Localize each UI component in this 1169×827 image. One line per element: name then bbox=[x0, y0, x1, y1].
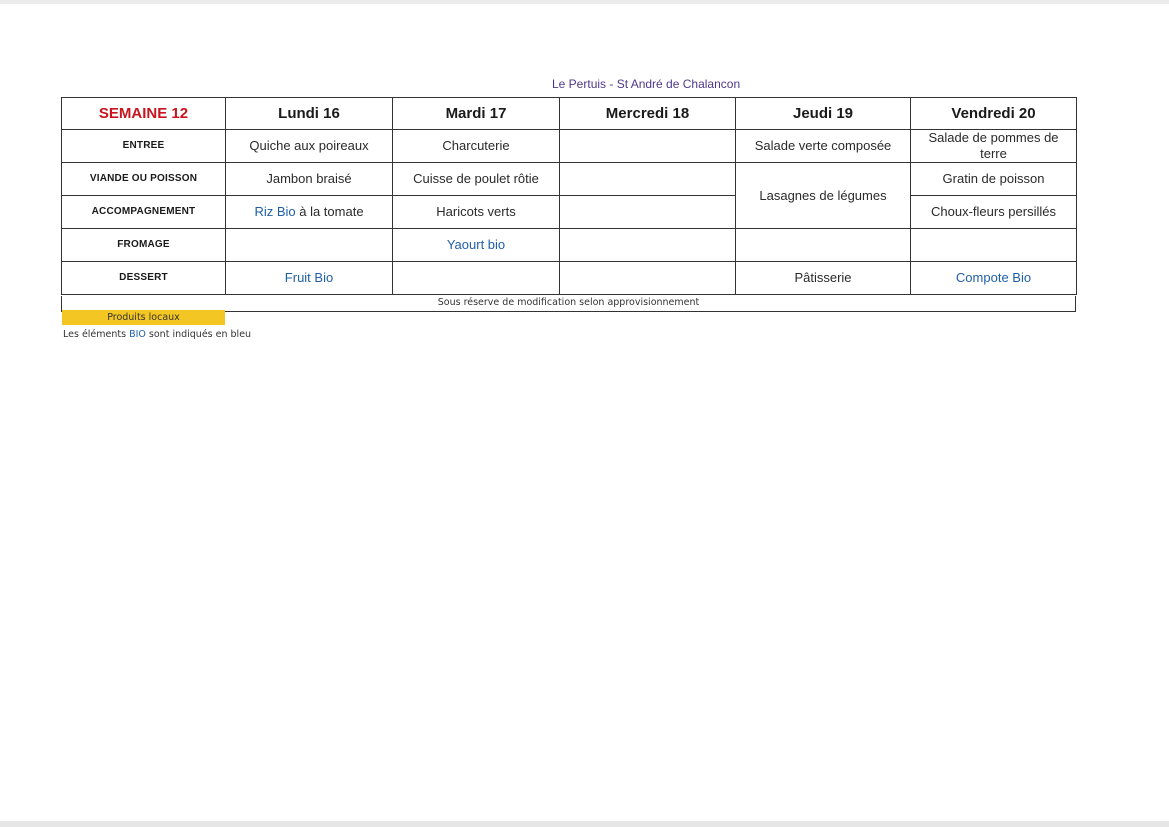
cell-viande-wednesday bbox=[560, 163, 736, 196]
cell-fromage-monday bbox=[226, 229, 393, 262]
week-label: SEMAINE 12 bbox=[62, 98, 226, 130]
cell-entree-monday: Quiche aux poireaux bbox=[226, 130, 393, 163]
day-header-tuesday: Mardi 17 bbox=[393, 98, 560, 130]
cell-viande-friday: Gratin de poisson bbox=[911, 163, 1077, 196]
cell-viande-thursday: Lasagnes de légumes bbox=[736, 163, 911, 229]
table-row-viande bbox=[62, 163, 1077, 196]
cell-dessert-thursday: Pâtisserie bbox=[736, 262, 911, 295]
table-header-row bbox=[62, 98, 1077, 130]
cell-dessert-friday: Compote Bio bbox=[911, 262, 1077, 295]
cell-dessert-monday: Fruit Bio bbox=[226, 262, 393, 295]
cell-accompagnement-wednesday bbox=[560, 196, 736, 229]
day-header-friday: Vendredi 20 bbox=[911, 98, 1077, 130]
cell-entree-wednesday bbox=[560, 130, 736, 163]
row-label-accompagnement: ACCOMPAGNEMENT bbox=[62, 196, 226, 229]
menu-table bbox=[61, 97, 1077, 295]
scan-edge-top bbox=[0, 0, 1169, 4]
legend-local-products: Produits locaux bbox=[62, 310, 225, 325]
cell-dessert-tuesday bbox=[393, 262, 560, 295]
bio-text: Riz Bio bbox=[254, 204, 296, 219]
supply-footnote: Sous réserve de modification selon approvisionnement bbox=[61, 296, 1076, 312]
cell-viande-monday: Jambon braisé bbox=[226, 163, 393, 196]
scan-edge-bottom bbox=[0, 821, 1169, 827]
cell-viande-tuesday: Cuisse de poulet rôtie bbox=[393, 163, 560, 196]
legend-bio-suffix: sont indiqués en bleu bbox=[145, 329, 252, 340]
day-header-wednesday: Mercredi 18 bbox=[560, 98, 736, 130]
cell-fromage-thursday bbox=[736, 229, 911, 262]
cell-fromage-wednesday bbox=[560, 229, 736, 262]
row-label-dessert: DESSERT bbox=[62, 262, 226, 295]
legend-bio-note bbox=[63, 329, 251, 341]
cell-accompagnement-monday bbox=[226, 196, 393, 229]
legend-bio-word: BIO bbox=[129, 329, 146, 340]
table-row-dessert bbox=[62, 262, 1077, 295]
day-header-monday: Lundi 16 bbox=[226, 98, 393, 130]
legend-bio-prefix: Les éléments bbox=[63, 329, 130, 340]
cell-fromage-friday bbox=[911, 229, 1077, 262]
cell-accompagnement-friday: Choux-fleurs persillés bbox=[911, 196, 1077, 229]
row-label-entree: ENTREE bbox=[62, 130, 226, 163]
day-header-thursday: Jeudi 19 bbox=[736, 98, 911, 130]
table-row-fromage bbox=[62, 229, 1077, 262]
cell-accompagnement-tuesday: Haricots verts bbox=[393, 196, 560, 229]
table-row-entree bbox=[62, 130, 1077, 163]
school-name: Le Pertuis - St André de Chalancon bbox=[552, 77, 741, 91]
row-label-fromage: FROMAGE bbox=[62, 229, 226, 262]
cell-entree-thursday: Salade verte composée bbox=[736, 130, 911, 163]
cell-entree-tuesday: Charcuterie bbox=[393, 130, 560, 163]
row-label-viande: VIANDE OU POISSON bbox=[62, 163, 226, 196]
table-row-accompagnement bbox=[62, 196, 1077, 229]
cell-dessert-wednesday bbox=[560, 262, 736, 295]
dish-text: à la tomate bbox=[295, 204, 364, 219]
cell-entree-friday: Salade de pommes de terre bbox=[911, 130, 1077, 163]
cell-fromage-tuesday: Yaourt bio bbox=[393, 229, 560, 262]
